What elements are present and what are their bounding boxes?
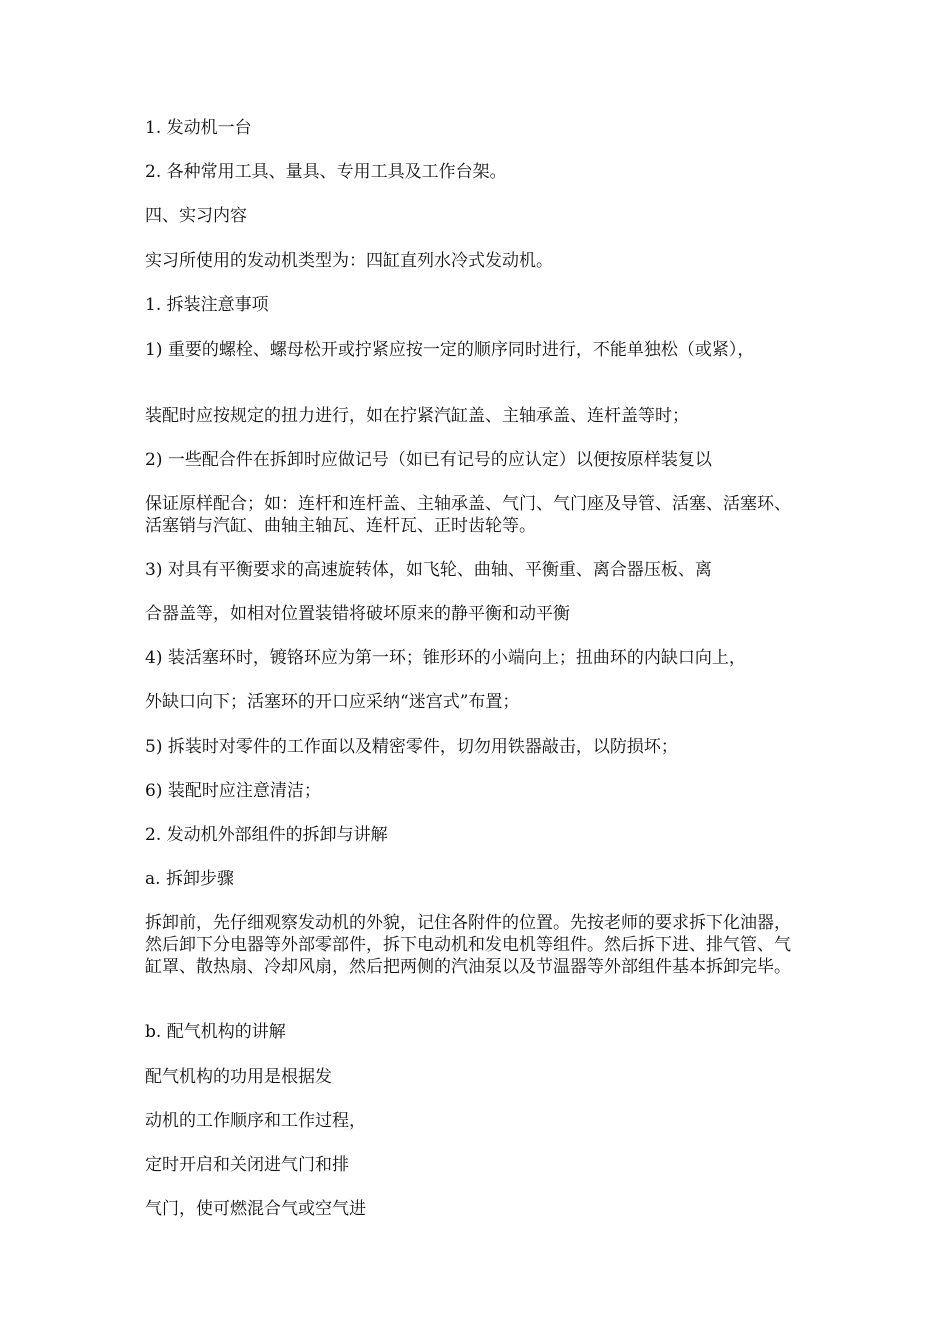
paragraph-removal-procedure: 拆卸前，先仔细观察发动机的外貌，记住各附件的位置。先按老师的要求拆下化油器，然后卸下分电器等外部零部件，拆下电动机和发电机等组件。然后拆下进、排气管、气缸罩、散热扇、冷却风扇，然后把两侧的汽油泵以及节温器等外部组件基本拆卸完毕。 <box>145 913 791 977</box>
precaution-item-4: 4) 装活塞环时，镀铬环应为第一环；锥形环的小端向上；扭曲环的内缺口向上， <box>145 648 746 668</box>
subheading-precautions: 1. 拆装注意事项 <box>145 295 269 315</box>
subheading-external-components: 2. 发动机外部组件的拆卸与讲解 <box>145 825 388 845</box>
paragraph-line-3: 定时开启和关闭进气门和排 <box>145 1155 349 1175</box>
subheading-valve-train: b. 配气机构的讲解 <box>145 1022 286 1042</box>
paragraph-line-4: 气门，使可燃混合气或空气进 <box>145 1199 366 1219</box>
paragraph-piston-ring: 外缺口向下；活塞环的开口应采纳“迷宫式”布置； <box>145 692 520 712</box>
paragraph-torque-assembly: 装配时应按规定的扭力进行，如在拧紧汽缸盖、主轴承盖、连杆盖等时； <box>145 406 689 426</box>
subheading-removal-steps: a. 拆卸步骤 <box>145 869 234 889</box>
paragraph-line-2: 动机的工作顺序和工作过程， <box>145 1111 366 1131</box>
precaution-item-1: 1) 重要的螺栓、螺母松开或拧紧应按一定的顺序同时进行，不能单独松（或紧）， <box>145 340 755 360</box>
paragraph-matching-parts: 保证原样配合；如：连杆和连杆盖、主轴承盖、气门、气门座及导管、活塞、活塞环、活塞销与汽缸、曲轴主轴瓦、连杆瓦、正时齿轮等。 <box>145 494 791 536</box>
paragraph-line-1: 配气机构的功用是根据发 <box>145 1067 332 1087</box>
paragraph-engine-type: 实习所使用的发动机类型为：四缸直列水冷式发动机。 <box>145 251 553 271</box>
section-heading-practice-content: 四、实习内容 <box>145 206 247 226</box>
list-item-tools: 2. 各种常用工具、量具、专用工具及工作台架。 <box>145 162 507 182</box>
precaution-item-5: 5) 拆装时对零件的工作面以及精密零件，切勿用铁器敲击，以防损坏； <box>145 737 678 757</box>
precaution-item-2: 2) 一些配合件在拆卸时应做记号（如已有记号的应认定）以便按原样装复以 <box>145 450 712 470</box>
paragraph-balance: 合器盖等，如相对位置装错将破坏原来的静平衡和动平衡 <box>145 604 570 624</box>
precaution-item-3: 3) 对具有平衡要求的高速旋转体，如飞轮、曲轴、平衡重、离合器压板、离 <box>145 560 712 580</box>
list-item-engine: 1. 发动机一台 <box>145 118 252 138</box>
precaution-item-6: 6) 装配时应注意清洁； <box>145 781 321 801</box>
